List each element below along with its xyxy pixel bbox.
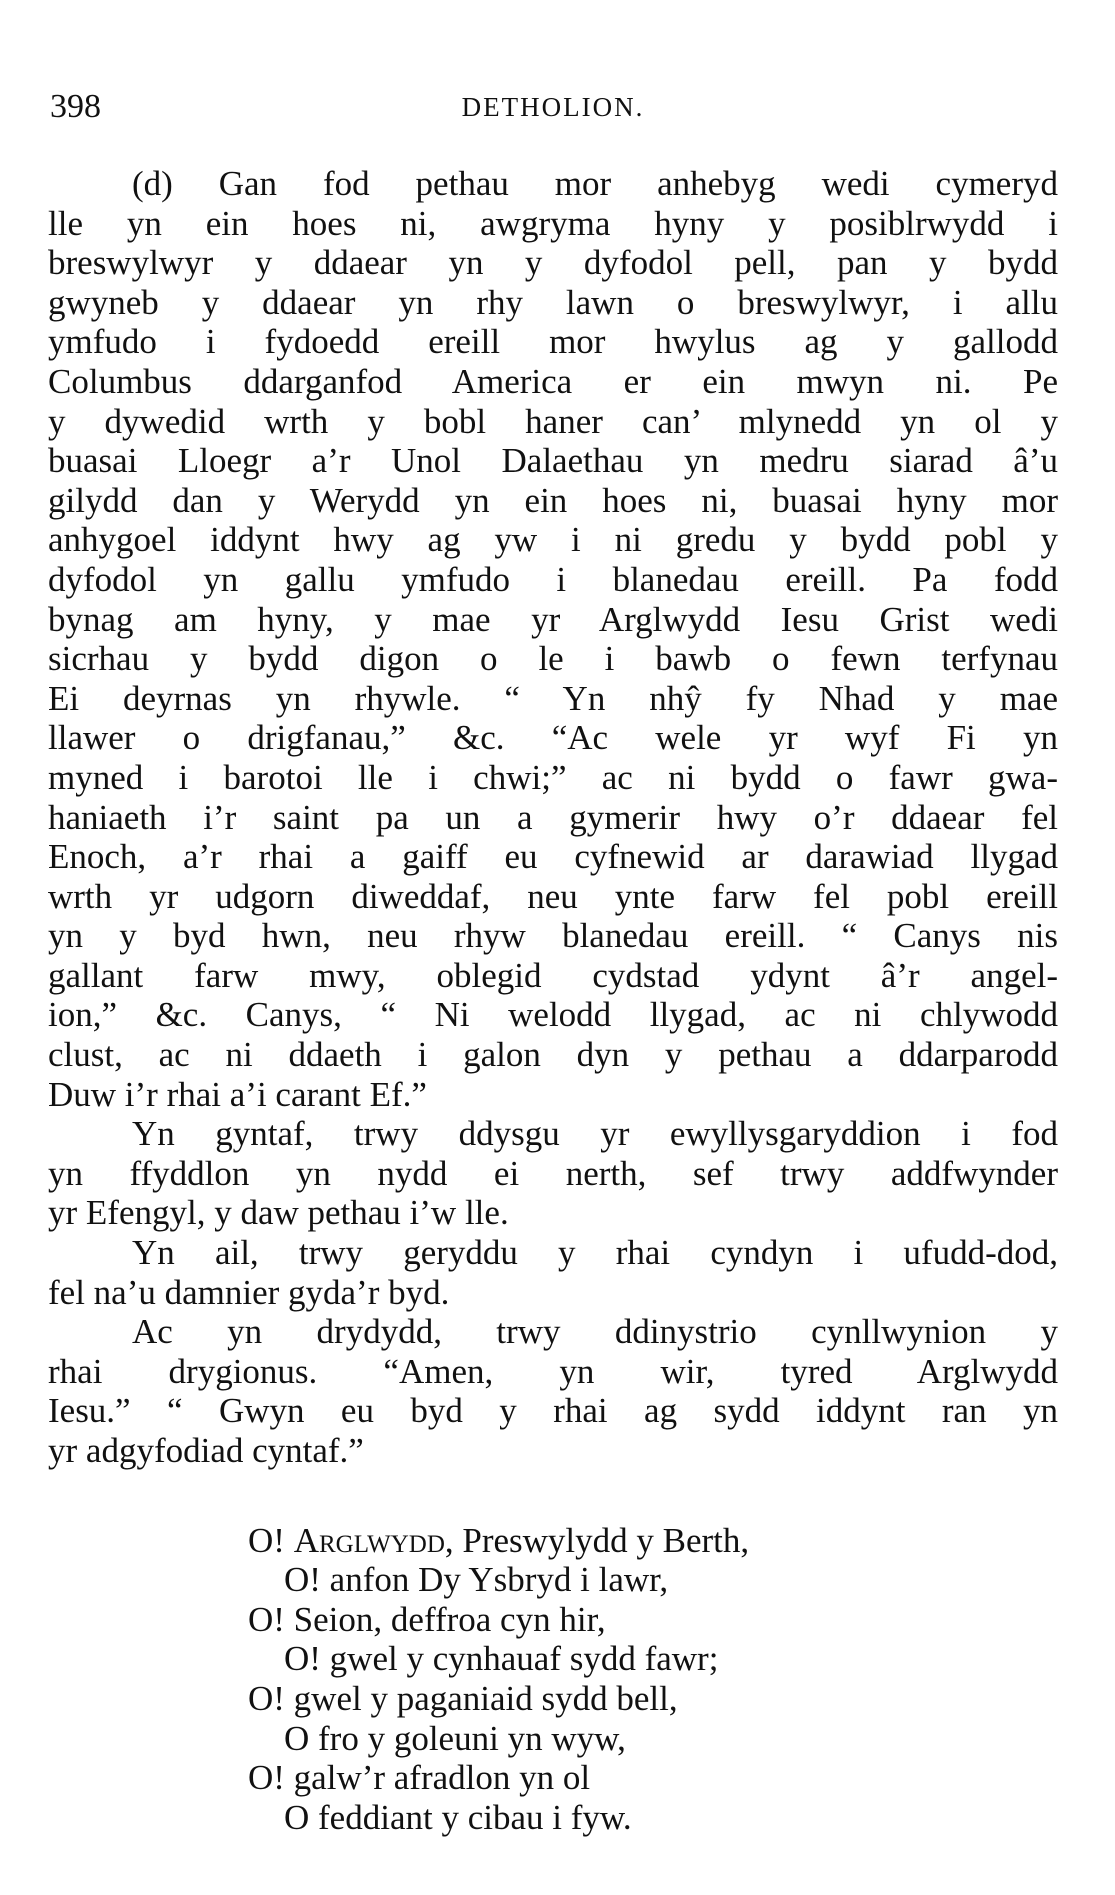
text-line: gallant farw mwy, oblegid cydstad ydynt â’r angel-	[48, 955, 1058, 995]
poem-line-smallcaps: Arglwydd	[293, 1520, 445, 1560]
text-line: wrth yr udgorn diweddaf, neu ynte farw fel pobl ereill	[48, 876, 1058, 916]
text-line: gwyneb y ddaear yn rhy lawn o breswylwyr, i allu	[48, 282, 1058, 322]
paragraph	[48, 164, 1058, 1114]
poem-line: O! gwel y paganiaid sydd bell,	[248, 1678, 678, 1718]
text-line: Columbus ddarganfod America er ein mwyn ni. Pe	[48, 361, 1058, 401]
text-line: gilydd dan y Werydd yn ein hoes ni, buasai hyny mor	[48, 480, 1058, 520]
poem-line: O feddiant y cibau i fyw.	[284, 1797, 632, 1837]
poem	[48, 1521, 1058, 1838]
poem-line	[248, 1521, 1058, 1561]
poem-line-prefix: O!	[248, 1520, 294, 1560]
text-line: fel na’u damnier gyda’r byd.	[48, 1272, 450, 1312]
running-head	[48, 88, 1058, 134]
text-line: rhai drygionus. “Amen, yn wir, tyred Arglwydd	[48, 1351, 1058, 1391]
text-line: llawer o drigfanau,” &c. “Ac wele yr wyf Fi yn	[48, 718, 1058, 758]
text-line: Ei deyrnas yn rhywle. “ Yn nhŷ fy Nhad y mae	[48, 678, 1058, 718]
text-line: buasai Lloegr a’r Unol Dalaethau yn medru siarad â’u	[48, 441, 1058, 481]
text-line: sicrhau y bydd digon o le i bawb o fewn terfynau	[48, 639, 1058, 679]
book-page	[48, 88, 1058, 1837]
text-line: (d) Gan fod pethau mor anhebyg wedi cymeryd	[132, 164, 1058, 203]
body-text	[48, 164, 1058, 1471]
poem-line: O! galw’r afradlon yn ol	[248, 1758, 591, 1798]
text-line: Ac yn drydydd, trwy ddinystrio cynllwynion y	[132, 1312, 1058, 1352]
paragraph	[48, 1312, 1058, 1470]
text-line: Iesu.” “ Gwyn eu byd y rhai ag sydd iddynt ran yn	[48, 1391, 1058, 1431]
text-line: y dywedid wrth y bobl haner can’ mlynedd yn ol y	[48, 401, 1058, 441]
text-line: anhygoel iddynt hwy ag yw i ni gredu y bydd pobl y	[48, 520, 1058, 560]
poem-line: O! anfon Dy Ysbryd i lawr,	[284, 1560, 669, 1600]
text-line: ymfudo i fydoedd ereill mor hwylus ag y gallodd	[48, 322, 1058, 362]
text-line: dyfodol yn gallu ymfudo i blanedau ereill. Pa fodd	[48, 559, 1058, 599]
poem-lines	[248, 1560, 1058, 1837]
running-title: DETHOLION.	[461, 92, 645, 122]
poem-line: O fro y goleuni yn wyw,	[284, 1718, 626, 1758]
text-line: Yn gyntaf, trwy ddysgu yr ewyllysgaryddion i fod	[132, 1114, 1058, 1154]
text-line: myned i barotoi lle i chwi;” ac ni bydd o fawr gwa-	[48, 757, 1058, 797]
paragraph	[48, 1233, 1058, 1312]
text-line: haniaeth i’r saint pa un a gymerir hwy o’r ddaear fel	[48, 797, 1058, 837]
text-line: clust, ac ni ddaeth i galon dyn y pethau a ddarparodd	[48, 1035, 1058, 1075]
text-line: yr Efengyl, y daw pethau i’w lle.	[48, 1193, 509, 1233]
paragraph	[48, 1114, 1058, 1233]
text-line: yn y byd hwn, neu rhyw blanedau ereill. “ Canys nis	[48, 916, 1058, 956]
text-line: lle yn ein hoes ni, awgryma hyny y posiblrwydd i	[48, 203, 1058, 243]
text-line: yn ffyddlon yn nydd ei nerth, sef trwy addfwynder	[48, 1153, 1058, 1193]
text-line: bynag am hyny, y mae yr Arglwydd Iesu Grist wedi	[48, 599, 1058, 639]
poem-line: O! Seion, deffroa cyn hir,	[248, 1599, 606, 1639]
text-line: breswylwyr y ddaear yn y dyfodol pell, pan y bydd	[48, 243, 1058, 283]
text-line: Duw i’r rhai a’i carant Ef.”	[48, 1074, 427, 1114]
poem-line-rest: , Preswylydd y Berth,	[444, 1520, 750, 1560]
page-number: 398	[50, 88, 101, 125]
text-line: Yn ail, trwy geryddu y rhai cyndyn i ufudd-dod,	[132, 1233, 1058, 1273]
text-line: Enoch, a’r rhai a gaiff eu cyfnewid ar darawiad llygad	[48, 837, 1058, 877]
poem-line: O! gwel y cynhauaf sydd fawr;	[284, 1639, 719, 1679]
text-line: ion,” &c. Canys, “ Ni welodd llygad, ac ni chlywodd	[48, 995, 1058, 1035]
text-line: yr adgyfodiad cyntaf.”	[48, 1431, 364, 1470]
